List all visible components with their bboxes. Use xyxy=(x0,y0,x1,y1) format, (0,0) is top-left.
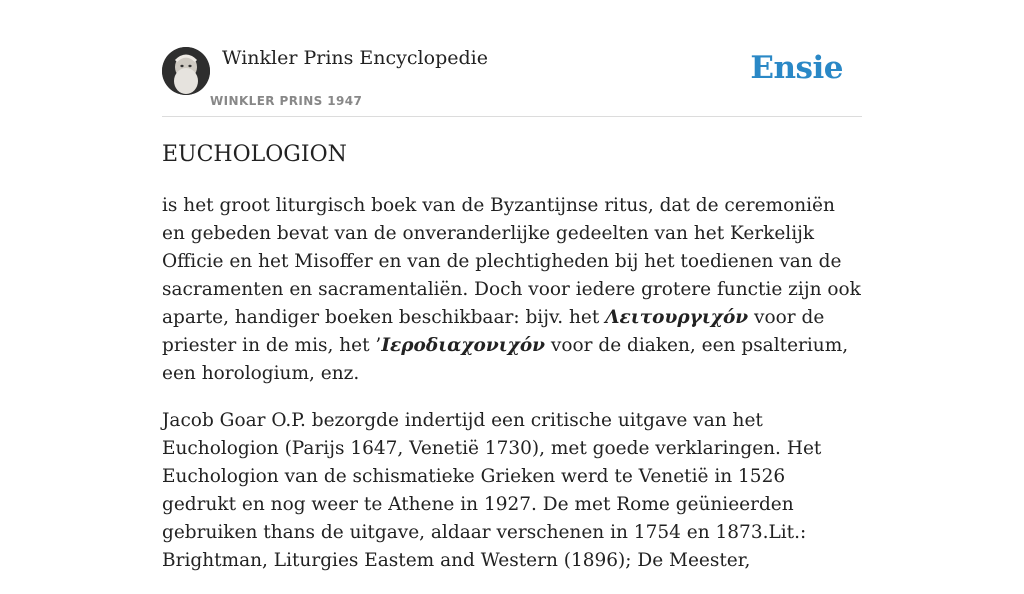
page-container xyxy=(162,0,862,571)
article-title: EUCHOLOGION xyxy=(162,142,347,167)
source-title[interactable]: Winkler Prins Encyclopedie xyxy=(222,47,488,69)
paragraph-text: voor de priester in de mis, het ’ xyxy=(162,307,825,356)
brand-logo[interactable]: Ensie xyxy=(750,50,843,86)
source-subtitle[interactable]: WINKLER PRINS 1947 xyxy=(210,94,363,108)
paragraph-text: voor de diaken, een psalterium, een horologium, enz. xyxy=(162,335,849,384)
paragraph-text: is het groot liturgisch boek van de Byzantijnse ritus, dat de ceremoniën en gebeden bevat van de onveranderlijke gedeelten van het Kerkelijk Officie en het Misoffer en van de plechtigheden bij het toedienen van de sacramenten en sacramentaliën. Doch voor iedere grotere functie zijn ook aparte, handiger boeken beschikbaar: bijv. het xyxy=(162,195,861,328)
avatar[interactable] xyxy=(162,47,210,95)
author-portrait-icon xyxy=(162,47,210,95)
article-paragraph-1 xyxy=(162,192,862,388)
article-paragraph-2: Jacob Goar O.P. bezorgde indertijd een critische uitgave van het Euchologion (Parijs 1647, Venetië 1730), met goede verklaringen. Het Euchologion van de schismatieke Grieken werd te Venetië in 1526 gedrukt en nog weer te Athene in 1927. De met Rome geünieerden gebruiken thans de uitgave, aldaar verschenen in 1754 en 1873.Lit.: Brightman, Liturgies Eastem and Western (1896); De Meester, xyxy=(162,410,822,571)
greek-term: Ιεροδιαχονιχόν xyxy=(381,335,546,356)
greek-term: Λειτουργιχόν xyxy=(605,307,749,328)
header xyxy=(162,0,862,117)
article-body xyxy=(162,192,862,594)
